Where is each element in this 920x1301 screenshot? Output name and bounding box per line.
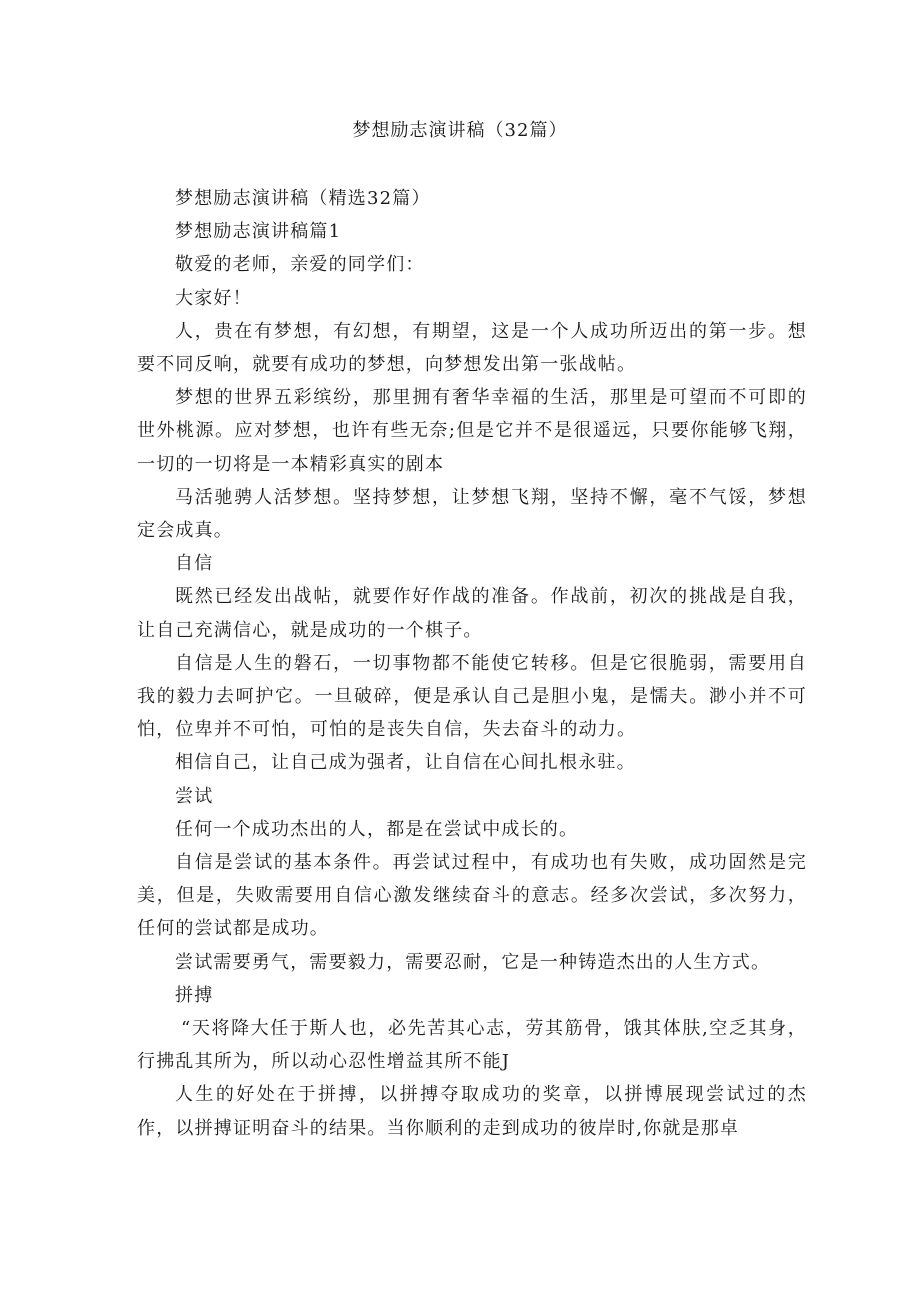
salutation: 敬爱的老师，亲爱的同学们：: [175, 254, 425, 276]
subtitle: 梦想励志演讲稿（精选32篇）: [175, 188, 431, 209]
paragraph: 相信自己，让自己成为强者，让自信在心间扎根永驻。: [175, 752, 636, 774]
paragraph: 马活驰骋人活梦想。坚持梦想，让梦想飞翔，坚持不懈，毫不气馁，梦想定会成真。: [137, 486, 807, 542]
section-heading-confidence: 自信: [175, 553, 214, 575]
greeting: 大家好！: [175, 287, 252, 309]
paragraph: 梦想的世界五彩缤纷，那里拥有奢华幸福的生活，那里是可望而不可即的世外桃源。应对梦想，也许有些无奈;但是它并不是很遥远，只要你能够飞翔，一切的一切将是一本精彩真实的剧本: [137, 387, 807, 475]
paragraph: 人生的好处在于拼搏，以拼搏夺取成功的奖章，以拼博展现尝试过的杰作，以拼搏证明奋斗的结果。当你顺利的走到成功的彼岸时,你就是那卓: [137, 1084, 807, 1139]
section-heading: 梦想励志演讲稿篇1: [175, 221, 342, 243]
paragraph: 自信是人生的磐石，一切事物都不能使它转移。但是它很脆弱，需要用自我的毅力去呵护它。一旦破碎，便是承认自己是胆小鬼，是懦夫。渺小并不可怕，位卑并不可怕，可怕的是丧失自信，失去奋斗的动力。: [137, 652, 807, 741]
paragraph: 尝试需要勇气，需要毅力，需要忍耐，它是一种铸造杰出的人生方式。: [175, 951, 771, 973]
paragraph: 既然已经发出战帖，就要作好作战的准备。作战前，初次的挑战是自我，让自己充满信心，就是成功的一个棋子。: [137, 586, 807, 641]
paragraph: 人，贵在有梦想，有幻想，有期望，这是一个人成功所迈出的第一步。想要不同反响，就要有成功的梦想，向梦想发出第一张战帖。: [137, 320, 807, 376]
document-body: [137, 182, 807, 1145]
document-title: 梦想励志演讲稿（32篇）: [352, 120, 568, 141]
section-heading-attempt: 尝试: [175, 785, 214, 807]
quotation: “天将降大任于斯人也，必先苦其心志，劳其筋骨，饿其体肤,空乏其身，行拂乱其所为，所以动心忍性增益其所不能J: [137, 1018, 807, 1073]
section-heading-struggle: 拼搏: [175, 984, 214, 1006]
paragraph: 自信是尝试的基本条件。再尝试过程中，有成功也有失败，成功固然是完美，但是，失败需要用自信心激发继续奋斗的意志。经多次尝试，多次努力，任何的尝试都是成功。: [137, 852, 807, 940]
paragraph: 任何一个成功杰出的人，都是在尝试中成长的。: [175, 818, 579, 840]
